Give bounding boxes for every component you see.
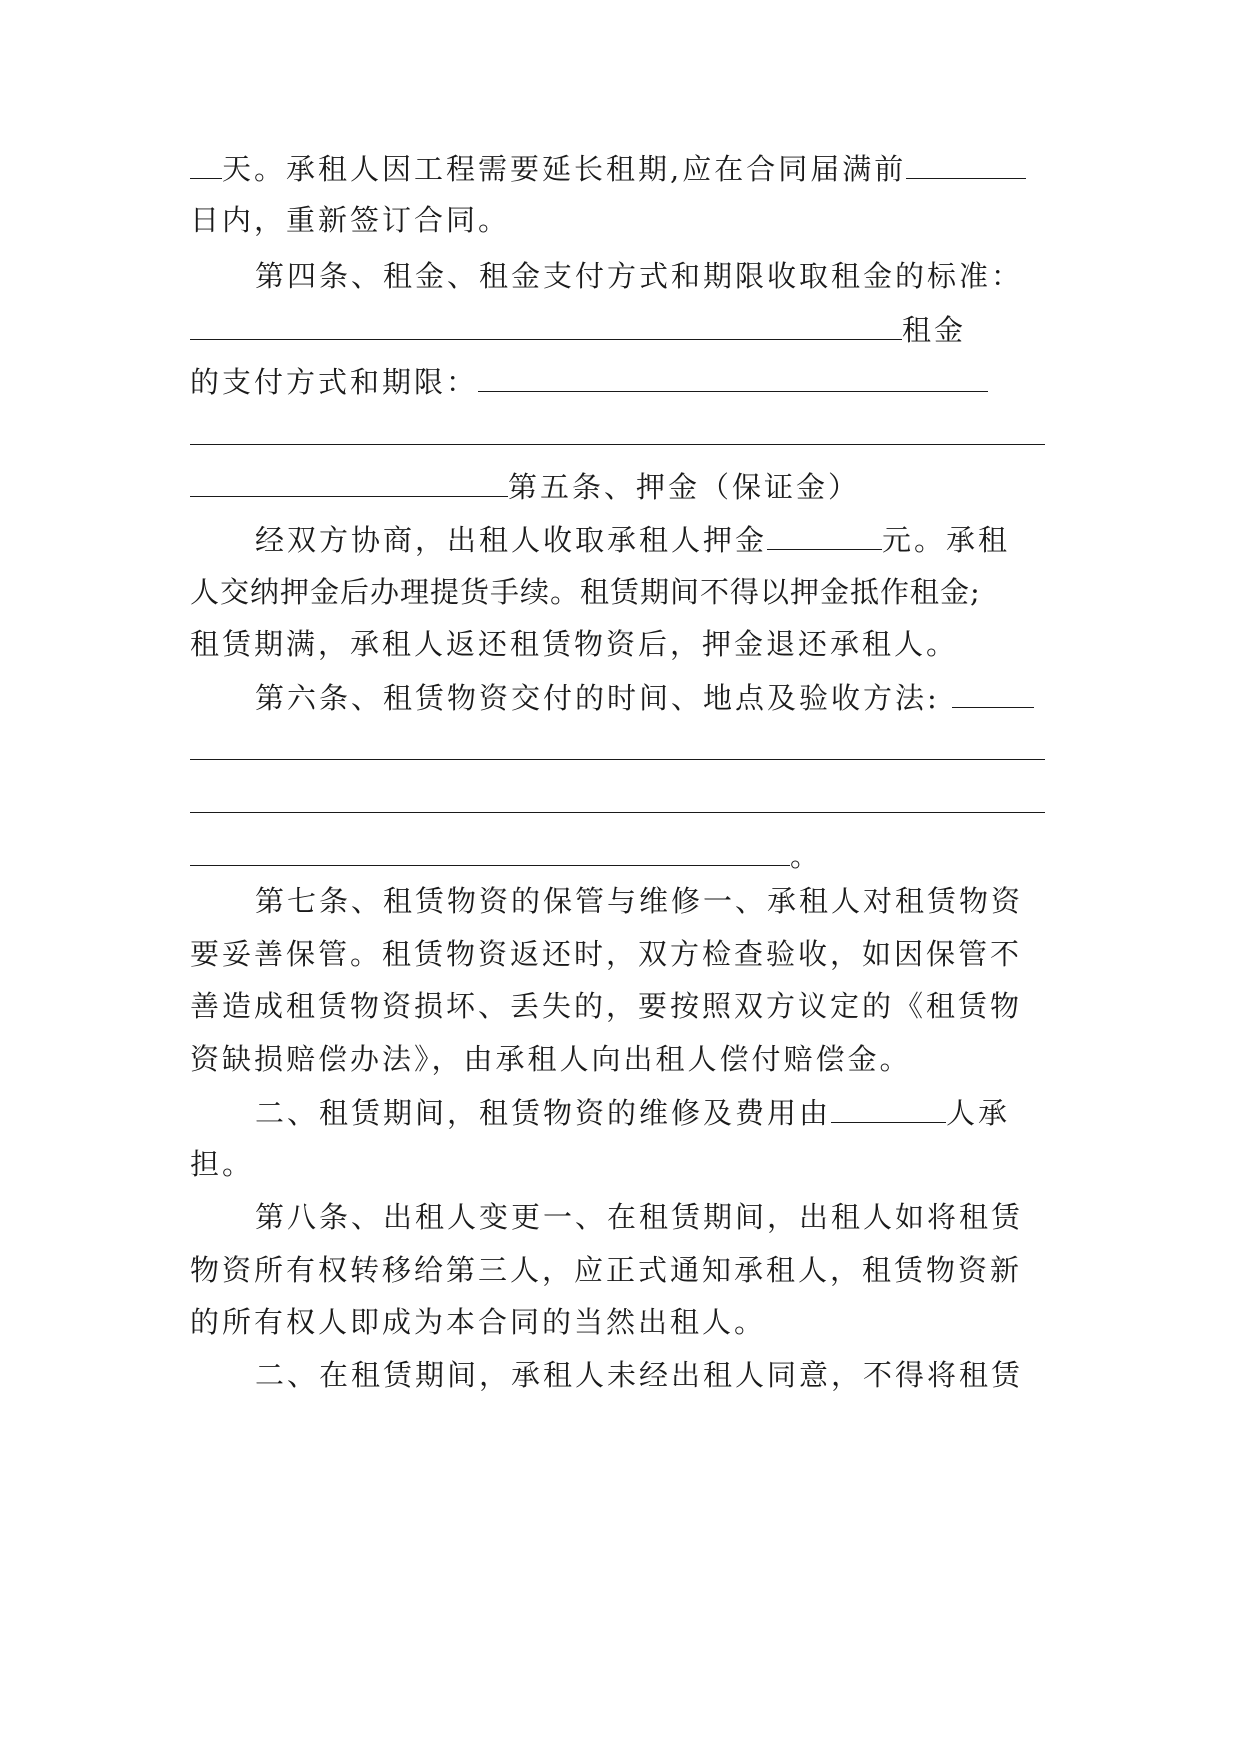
article-heading: 第八条、出租人变更一、在租赁期间，出租人如将租赁: [255, 1200, 1024, 1234]
text-line: [190, 729, 1050, 770]
fill-blank: [906, 148, 1026, 179]
fill-blank: [190, 835, 790, 866]
text-line: [255, 677, 1050, 718]
fill-blank: [190, 148, 222, 179]
text-line: [190, 835, 1050, 876]
text-segment: 。: [790, 839, 823, 873]
text-segment: 天。承租人因工程需要延长租期,应在合同届满前: [222, 152, 907, 186]
text-line: 人交纳押金后办理提货手续。租赁期间不得以押金抵作租金;: [190, 575, 981, 609]
text-line: [190, 414, 1050, 455]
text-segment: 二、租赁期间，租赁物资的维修及费用由: [255, 1096, 832, 1130]
article-heading: 第六条、租赁物资交付的时间、地点及验收方法:: [255, 681, 940, 715]
text-line: 的所有权人即成为本合同的当然出租人。: [190, 1305, 767, 1339]
text-segment: 人承: [946, 1096, 1011, 1130]
text-line: 要妥善保管。租赁物资返还时，双方检查验收，如因保管不: [190, 937, 1023, 971]
fill-blank: [767, 519, 882, 550]
text-line: [190, 148, 1050, 189]
text-line: [190, 466, 1050, 507]
text-line: 二、在租赁期间，承租人未经出租人同意，不得将租赁: [255, 1358, 1024, 1392]
fill-blank: [190, 414, 1045, 445]
fill-blank: [952, 677, 1034, 708]
text-line: 担。: [190, 1147, 255, 1181]
article-heading: 第七条、租赁物资的保管与维修一、承租人对租赁物资: [255, 884, 1024, 918]
text-line: 资缺损赔偿办法》，由承租人向出租人偿付赔偿金。: [190, 1042, 912, 1076]
text-segment: 的支付方式和期限：: [190, 365, 479, 399]
text-line: [255, 1092, 1050, 1133]
text-line: 租赁期满，承租人返还租赁物资后，押金退还承租人。: [190, 627, 959, 661]
text-line: [255, 519, 1050, 560]
fill-blank: [190, 782, 1045, 813]
text-segment: 元。承租: [882, 523, 1011, 557]
text-line: [190, 361, 1050, 402]
fill-blank: [478, 361, 988, 392]
fill-blank: [190, 309, 902, 340]
text-segment: 租金: [902, 313, 967, 347]
article-heading: 第五条、押金（保证金）: [508, 470, 861, 504]
fill-blank: [190, 729, 1045, 760]
text-line: 物资所有权转移给第三人，应正式通知承租人，租赁物资新: [190, 1253, 1023, 1287]
article-heading: 第四条、租金、租金支付方式和期限收取租金的标准：: [255, 259, 1024, 293]
text-line: 日内，重新签订合同。: [190, 203, 511, 237]
text-segment: 经双方协商，出租人收取承租人押金: [255, 523, 768, 557]
fill-blank: [831, 1092, 946, 1123]
text-line: [190, 782, 1050, 823]
text-line: 善造成租赁物资损坏、丢失的，要按照双方议定的《租赁物: [190, 989, 1023, 1023]
fill-blank: [190, 466, 508, 497]
text-line: [190, 309, 1050, 350]
